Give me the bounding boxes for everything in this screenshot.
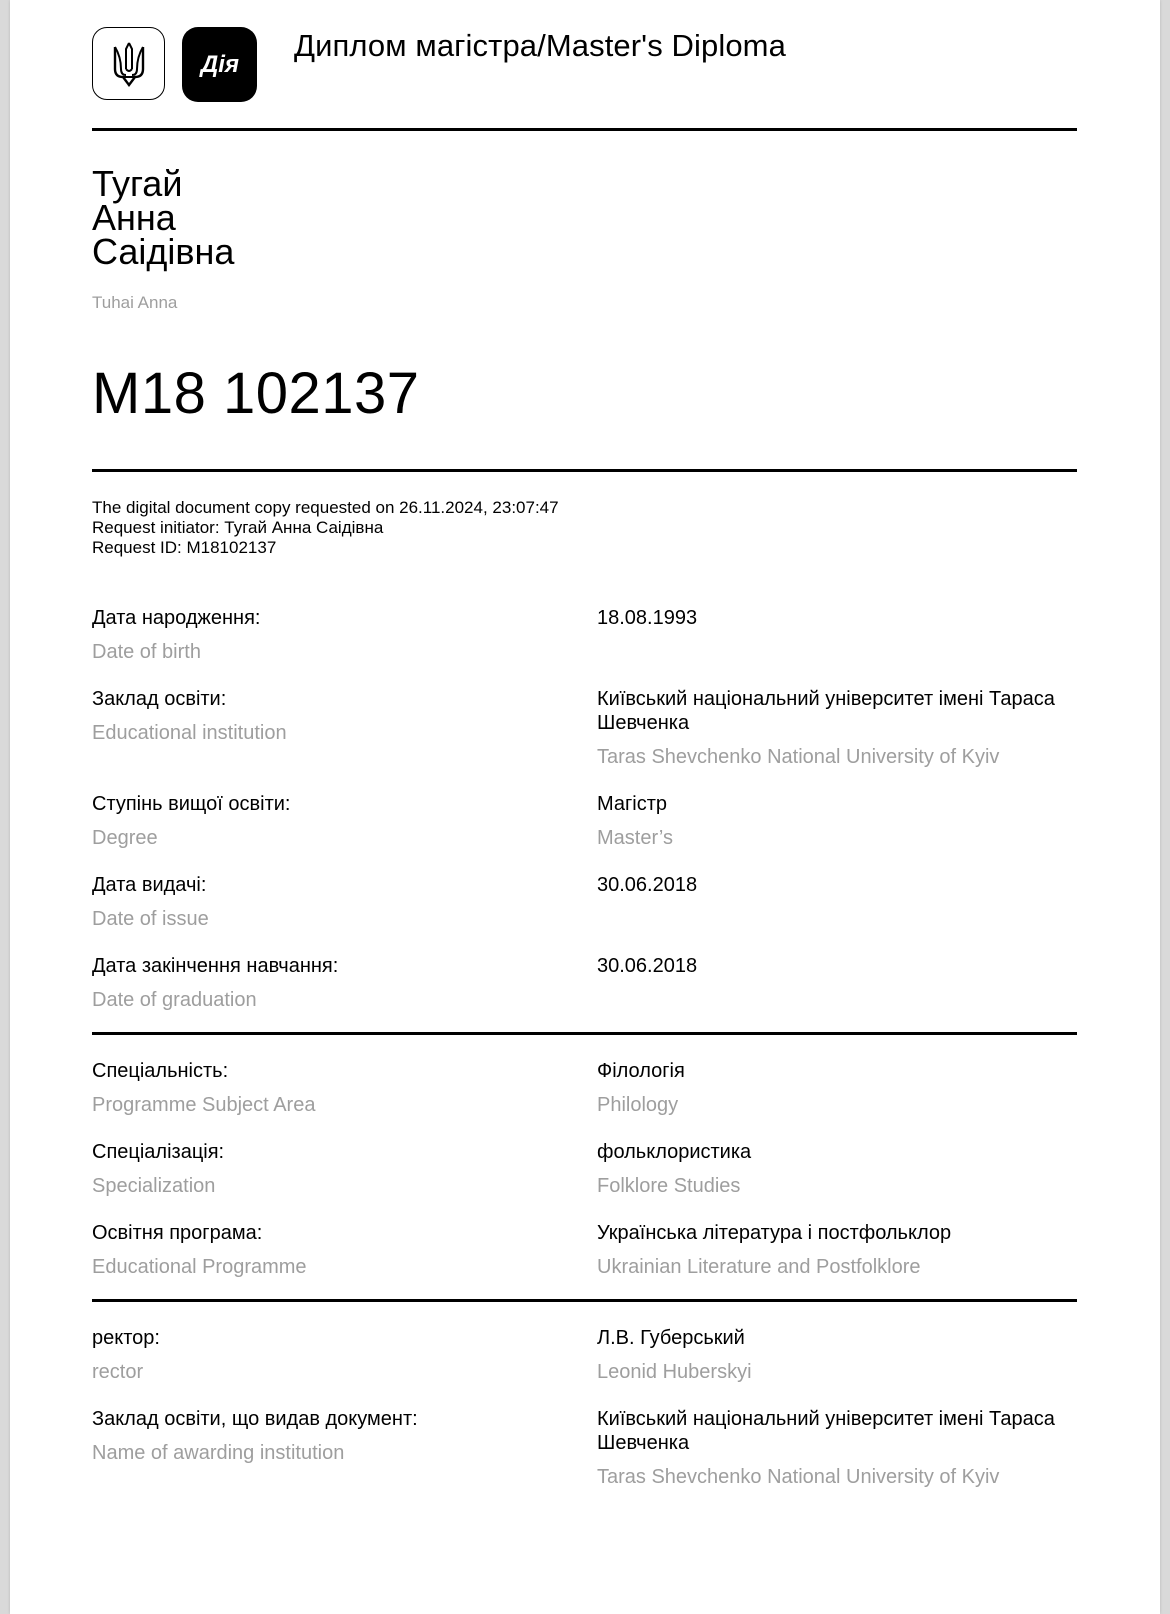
field-label: Заклад освіти:: [92, 688, 227, 710]
field-value: 30.06.2018: [597, 874, 698, 896]
divider: [92, 1032, 1077, 1035]
field-row: [92, 954, 1077, 1012]
field-row: [92, 1221, 1077, 1279]
diia-logo: [182, 27, 257, 102]
field-label: Дата видачі:: [92, 874, 207, 896]
document-page: [10, 0, 1160, 1614]
diia-logo-wordmark: [190, 45, 250, 85]
field-label: Ступінь вищої освіти:: [92, 793, 291, 815]
field-value-en: Leonid Huberskyi: [597, 1361, 752, 1383]
trident-icon: [92, 27, 165, 100]
holder-name: [92, 131, 1077, 313]
field-value-en: Master’s: [597, 827, 673, 849]
document-title: Диплом магістра/Master's Diploma: [294, 28, 786, 63]
holder-latin-name: Tuhai Anna: [92, 293, 178, 312]
field-label: Дата народження:: [92, 607, 261, 629]
field-value-en: Philology: [597, 1094, 679, 1116]
divider: [92, 469, 1077, 472]
field-label: Заклад освіти, що видав документ:: [92, 1408, 418, 1430]
holder-patronymic: Саідівна: [92, 231, 235, 272]
field-label-en: Programme Subject Area: [92, 1094, 316, 1116]
field-label-en: Date of issue: [92, 908, 209, 930]
field-row: [92, 1326, 1077, 1384]
field-value: Магістр: [597, 793, 668, 815]
field-row: [92, 606, 1077, 664]
field-value: Українська література і постфольклор: [597, 1222, 952, 1244]
document-header: [92, 0, 1077, 128]
field-label: ректор:: [92, 1327, 160, 1349]
request-initiator: Request initiator: Тугай Анна Саідівна: [92, 518, 384, 537]
main-fields: [92, 606, 1077, 1012]
field-row: [92, 1059, 1077, 1117]
field-row: [92, 687, 1077, 769]
field-label: Спеціальність:: [92, 1060, 229, 1082]
authority-fields: [92, 1326, 1077, 1489]
document-content: [92, 0, 1077, 1489]
field-label-en: Name of awarding institution: [92, 1442, 345, 1464]
field-label: Спеціалізація:: [92, 1141, 225, 1163]
field-row: [92, 792, 1077, 850]
field-label-en: Date of graduation: [92, 989, 257, 1011]
field-label-en: Specialization: [92, 1175, 216, 1197]
field-row: [92, 873, 1077, 931]
field-label: Освітня програма:: [92, 1222, 263, 1244]
field-value: фольклористика: [597, 1141, 752, 1163]
document-number: M18 102137: [92, 361, 420, 426]
field-value: 30.06.2018: [597, 955, 698, 977]
request-id: Request ID: M18102137: [92, 538, 277, 557]
field-label: Дата закінчення навчання:: [92, 955, 339, 977]
diia-logo-text: Дія: [200, 50, 239, 78]
field-label-en: Degree: [92, 827, 158, 849]
programme-fields: [92, 1059, 1077, 1279]
field-row: [92, 1140, 1077, 1198]
field-value-en: Taras Shevchenko National University of Kyiv: [597, 746, 1000, 768]
field-value: Л.В. Губерський: [597, 1327, 745, 1349]
request-info: [92, 498, 1077, 558]
field-value-en: Ukrainian Literature and Postfolklore: [597, 1256, 921, 1278]
field-value-en: Taras Shevchenko National University of Kyiv: [597, 1466, 1000, 1488]
field-value: Київський національний університет імені Тараса Шевченка: [597, 1408, 1055, 1454]
field-label-en: rector: [92, 1361, 144, 1383]
field-value: 18.08.1993: [597, 607, 698, 629]
holder-given-name: Анна: [92, 197, 176, 238]
field-value-en: Folklore Studies: [597, 1175, 741, 1197]
field-label-en: Educational Programme: [92, 1256, 307, 1278]
field-value: Київський національний університет імені Тараса Шевченка: [597, 688, 1055, 734]
field-value: Філологія: [597, 1060, 685, 1082]
field-label-en: Educational institution: [92, 722, 287, 744]
field-row: [92, 1407, 1077, 1489]
divider: [92, 1299, 1077, 1302]
holder-surname: Тугай: [92, 163, 183, 204]
field-label-en: Date of birth: [92, 641, 201, 663]
request-date: The digital document copy requested on 26.11.2024, 23:07:47: [92, 498, 559, 517]
